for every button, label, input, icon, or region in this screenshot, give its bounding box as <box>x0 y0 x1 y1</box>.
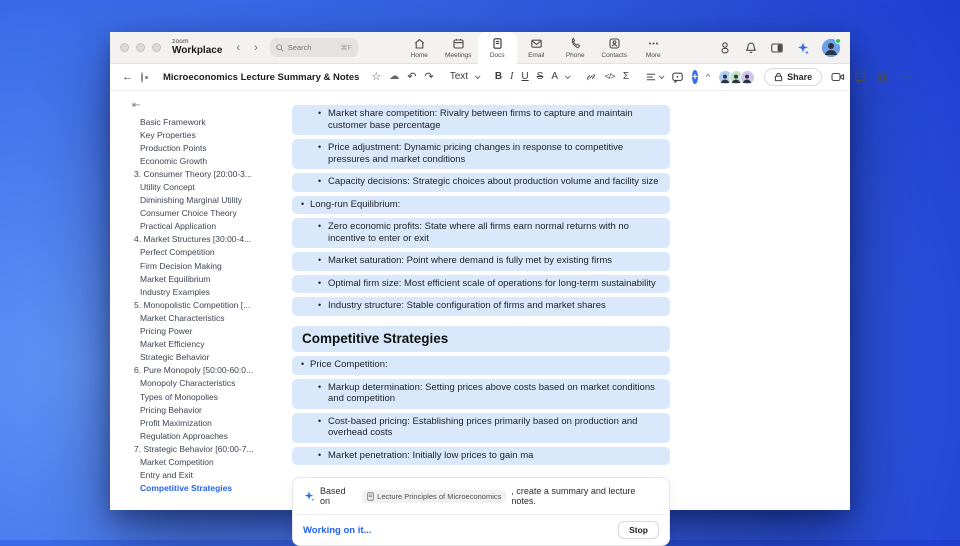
ai-prompt-prefix: Based on <box>320 486 346 506</box>
content-block[interactable] <box>292 196 670 215</box>
ai-sparkle-icon <box>303 490 315 502</box>
outline-item[interactable] <box>132 364 284 377</box>
outline-item-label: Production Points <box>140 142 207 153</box>
content-block-text: Optimal firm size: Most efficient scale of operations for long-term sustainability <box>328 277 656 289</box>
outline-item-label: 5. Monopolistic Competition [... <box>134 299 251 310</box>
outline-item-label: Market Characteristics <box>140 312 225 323</box>
outline-item[interactable] <box>132 416 284 429</box>
ai-companion-sparkle-icon[interactable] <box>796 41 810 55</box>
outline-item[interactable] <box>132 115 284 128</box>
ai-status-row <box>293 514 669 545</box>
underline-button[interactable]: U <box>521 71 529 82</box>
logo-small-text: zoom <box>172 37 189 45</box>
outline-item-label: Industry Examples <box>140 286 210 297</box>
chat-icon[interactable] <box>854 71 867 84</box>
tab-docs-label: Docs <box>489 52 505 59</box>
outline-item[interactable] <box>132 390 284 403</box>
minimize-window-button[interactable] <box>136 43 145 52</box>
text-color-label: A <box>551 71 558 82</box>
favorite-star-icon[interactable]: ☆ <box>371 70 382 83</box>
outline-item[interactable] <box>132 207 284 220</box>
outline-item-label: Key Properties <box>140 129 196 140</box>
outline-sidebar <box>110 91 290 510</box>
insert-plus-button[interactable]: + <box>692 71 698 83</box>
chevron-down-icon <box>659 73 665 79</box>
outline-item[interactable] <box>132 298 284 311</box>
redo-icon[interactable]: ↷ <box>424 70 434 83</box>
tab-phone[interactable] <box>556 32 595 63</box>
outline-item[interactable] <box>132 285 284 298</box>
outline-item[interactable] <box>132 429 284 442</box>
globe-icon[interactable] <box>876 71 889 84</box>
user-avatar[interactable] <box>822 39 840 57</box>
side-panel-toggle-icon[interactable] <box>770 41 784 55</box>
cloud-sync-icon[interactable]: ☁ <box>389 71 400 82</box>
outline-item-label: Strategic Behavior <box>140 352 210 363</box>
content-block-text: Cost-based pricing: Establishing prices primarily based on production and overhead costs <box>328 415 638 438</box>
email-icon <box>530 37 543 50</box>
outline-item-label: Competitive Strategies <box>140 483 233 494</box>
app-body <box>110 91 850 536</box>
zoom-workplace-logo <box>172 32 222 63</box>
collaborator-avatar[interactable] <box>740 70 755 85</box>
nav-forward-icon[interactable]: › <box>254 41 258 54</box>
outline-item[interactable] <box>132 325 284 338</box>
outline-item-label: 7. Strategic Behavior [60:00-7... <box>134 443 254 454</box>
comment-icon[interactable] <box>671 71 684 84</box>
outline-item-label: Entry and Exit <box>140 470 193 481</box>
outline-item-label: Types of Monopolies <box>140 391 218 402</box>
ai-prompt-suffix: , create a summary and lecture notes. <box>511 486 636 506</box>
outline-item[interactable] <box>132 167 284 180</box>
content-block[interactable] <box>292 218 670 248</box>
video-call-icon[interactable] <box>831 71 845 83</box>
outline-item[interactable] <box>132 128 284 141</box>
tab-more-label: More <box>645 51 661 59</box>
outline-item[interactable] <box>132 338 284 351</box>
outline-item-label: Pricing Behavior <box>140 404 202 415</box>
outline-item[interactable] <box>132 455 284 468</box>
stop-button[interactable]: Stop <box>618 521 659 539</box>
tab-docs[interactable] <box>478 32 517 64</box>
outline-item[interactable] <box>132 272 284 285</box>
outline-item-label: Pricing Power <box>140 326 193 337</box>
window-controls <box>120 32 161 63</box>
content-block[interactable] <box>292 356 670 375</box>
notifications-bell-icon[interactable] <box>744 41 758 55</box>
logo-main-text: Workplace <box>172 45 223 57</box>
doc-file-icon <box>367 492 374 501</box>
content-block-text: Markup determination: Setting prices above costs based on market conditions and competition <box>328 381 655 404</box>
content-block[interactable] <box>292 139 670 169</box>
content-block[interactable] <box>292 447 670 466</box>
outline-item[interactable] <box>132 141 284 154</box>
outline-item[interactable] <box>132 259 284 272</box>
nav-back-icon[interactable]: ‹ <box>236 41 241 54</box>
outline-item[interactable] <box>132 180 284 193</box>
outline-item[interactable] <box>132 377 284 390</box>
link-icon[interactable] <box>585 71 597 83</box>
collaborator-avatars <box>718 70 755 85</box>
assistant-icon[interactable] <box>718 41 732 55</box>
tab-email[interactable] <box>517 32 556 63</box>
app-window <box>110 32 912 536</box>
document-content <box>292 105 670 465</box>
content-block-text: Market penetration: Initially low prices to gain ma <box>328 449 534 461</box>
history-nav <box>236 32 257 63</box>
outline-item[interactable] <box>132 154 284 167</box>
formula-button[interactable]: Σ <box>622 71 630 82</box>
content-block[interactable] <box>292 173 670 192</box>
search-input[interactable] <box>288 43 328 52</box>
outline-item[interactable] <box>132 233 284 246</box>
outline-list <box>132 115 284 495</box>
back-icon[interactable]: ← <box>122 70 133 83</box>
outline-item-label: Practical Application <box>140 221 217 232</box>
outline-item-label: Basic Framework <box>140 116 206 127</box>
content-block-text: Price adjustment: Dynamic pricing changes in response to competitive pressures and market conditions <box>328 142 624 165</box>
more-icon <box>647 37 660 50</box>
text-style-label: Text <box>449 71 469 82</box>
home-icon <box>413 37 426 50</box>
tab-more[interactable] <box>634 32 673 63</box>
tab-contacts[interactable] <box>595 32 634 63</box>
tab-meetings-label: Meetings <box>445 51 472 59</box>
chevron-down-icon <box>475 73 481 79</box>
undo-icon[interactable]: ↶ <box>407 70 417 83</box>
content-block[interactable] <box>292 105 670 135</box>
topbar-right-actions <box>718 32 840 63</box>
italic-button[interactable]: I <box>510 71 514 82</box>
content-block[interactable] <box>292 275 670 294</box>
tab-contacts-label: Contacts <box>601 51 628 59</box>
outline-item[interactable] <box>132 442 284 455</box>
search-icon <box>276 44 284 52</box>
tab-phone-label: Phone <box>565 51 585 59</box>
outline-item[interactable] <box>132 469 284 482</box>
content-block-text: Industry structure: Stable configuration of firms and market shares <box>328 300 606 311</box>
content-block[interactable] <box>292 252 670 271</box>
document-title[interactable]: Microeconomics Lecture Summary & Notes <box>163 71 360 83</box>
align-icon <box>645 71 657 83</box>
outline-item-label: 6. Pure Monopoly [50:00-60:0... <box>134 365 254 376</box>
outline-item[interactable] <box>132 482 284 495</box>
outline-item[interactable] <box>132 403 284 416</box>
content-block-text: Market share competition: Rivalry between firms to capture and maintain customer base percentage <box>328 108 633 131</box>
content-block-text: Capacity decisions: Strategic choices about production volume and facility size <box>328 176 659 187</box>
tab-email-label: Email <box>528 51 545 59</box>
close-window-button[interactable] <box>120 43 129 52</box>
doc-badge-icon[interactable] <box>141 72 143 83</box>
align-dropdown[interactable] <box>645 71 663 83</box>
phone-icon <box>569 37 582 50</box>
outline-item-label: Monopoly Characteristics <box>140 378 236 389</box>
tab-home[interactable] <box>400 32 439 63</box>
global-search[interactable] <box>270 38 358 57</box>
code-button[interactable]: </> <box>604 72 615 81</box>
outline-item[interactable] <box>132 220 284 233</box>
outline-item[interactable] <box>132 246 284 259</box>
outline-item-label: Market Equilibrium <box>140 273 211 284</box>
outline-item-label: Regulation Approaches <box>140 430 228 441</box>
outline-item-label: Profit Maximization <box>140 417 212 428</box>
ai-prompt-row <box>293 478 669 514</box>
text-color-dropdown[interactable] <box>551 72 568 82</box>
outline-item-label: Diminishing Marginal Utility <box>140 195 243 206</box>
content-block[interactable] <box>292 379 670 409</box>
bold-button[interactable]: B <box>494 71 503 82</box>
outline-item-label: 3. Consumer Theory [20:00-3... <box>134 168 252 179</box>
outline-item-label: Utility Concept <box>140 182 195 193</box>
document-canvas <box>290 91 850 536</box>
text-style-dropdown[interactable] <box>450 72 479 82</box>
outline-item-label: Market Competition <box>140 456 214 467</box>
outline-item-label: Perfect Competition <box>140 247 215 258</box>
docs-icon <box>491 37 504 50</box>
share-label: Share <box>787 72 813 82</box>
content-block-text: Market saturation: Point where demand is fully met by existing firms <box>328 255 613 266</box>
source-doc-chip-label: Lecture Principles of Microeconomics <box>377 491 502 501</box>
lock-icon <box>774 72 783 82</box>
outline-item-label: Market Efficiency <box>140 339 205 350</box>
collapse-outline-icon[interactable]: ⇤ <box>132 100 141 111</box>
content-block-text: Competitive Strategies <box>302 330 449 346</box>
content-block[interactable] <box>292 326 670 353</box>
outline-item-label: Firm Decision Making <box>140 260 222 271</box>
source-doc-chip[interactable] <box>362 490 506 503</box>
contacts-icon <box>608 37 621 50</box>
share-button[interactable] <box>764 68 822 86</box>
collapse-toolbar-icon[interactable]: ^ <box>705 71 711 82</box>
outline-item-label: 4. Market Structures [30:00-4... <box>134 234 252 245</box>
content-block-text: Zero economic profits: State where all firms earn normal returns with no incentive to enter or exit <box>328 221 629 244</box>
strikethrough-button[interactable]: S <box>536 71 544 82</box>
outline-item[interactable] <box>132 194 284 207</box>
primary-nav-tabs <box>400 32 673 63</box>
outline-item-label: Consumer Choice Theory <box>140 208 237 219</box>
outline-item[interactable] <box>132 351 284 364</box>
content-block[interactable] <box>292 297 670 316</box>
outline-item-label: Economic Growth <box>140 155 208 166</box>
tab-home-label: Home <box>410 51 428 59</box>
content-block[interactable] <box>292 413 670 443</box>
zoom-window-button[interactable] <box>152 43 161 52</box>
document-toolbar <box>110 64 912 91</box>
tab-meetings[interactable] <box>439 32 478 63</box>
more-options-icon[interactable]: ··· <box>898 71 912 82</box>
content-block-text: Long-run Equilibrium: <box>310 198 401 210</box>
chevron-down-icon <box>565 73 571 79</box>
search-shortcut: ⌘F <box>340 44 352 52</box>
outline-item[interactable] <box>132 311 284 324</box>
ai-status-text: Working on it... <box>303 524 372 536</box>
meetings-icon <box>452 37 465 50</box>
content-block-text: Price Competition: <box>310 359 388 370</box>
toolbar-right <box>718 68 911 86</box>
topbar <box>110 32 850 64</box>
ai-companion-panel <box>292 477 670 546</box>
presence-dot <box>835 38 841 44</box>
